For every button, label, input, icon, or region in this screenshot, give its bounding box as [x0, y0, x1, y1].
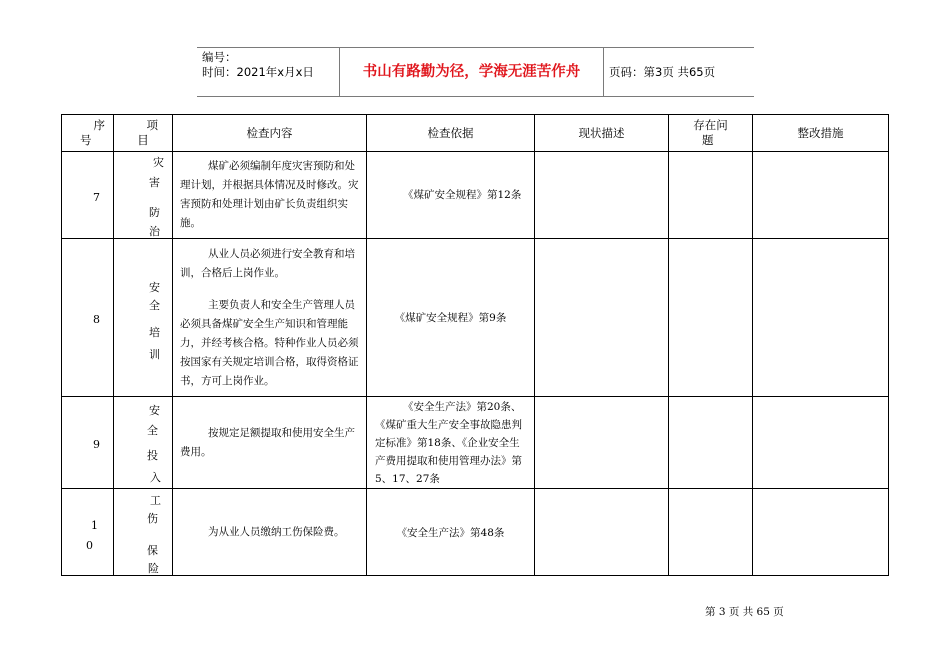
row-basis: 《安全生产法》第20条、《煤矿重大生产安全事故隐患判定标准》第18条、《企业安全生产费用提取和使用管理办法》第5、17、27条 [367, 397, 535, 489]
row-measure [753, 152, 889, 239]
header-issue: 存在问 题 [669, 115, 753, 152]
row-item: 安 全 培 训 [114, 239, 173, 397]
header-item: 项 目 [114, 115, 173, 152]
row-seq: 7 [62, 152, 114, 239]
row-item: 工 伤 保 险 [114, 489, 173, 576]
document-date: 时间：2021年x月x日 [202, 65, 314, 79]
row-measure [753, 489, 889, 576]
row-status [535, 239, 669, 397]
row-issue [669, 152, 753, 239]
row-content: 从业人员必须进行安全教育和培训，合格后上岗作业。 主要负责人和安全生产管理人员必须具备煤矿安全生产知识和管理能力，并经考核合格。特种作业人员必须按国家有关规定培训合格，取得资格证书，方可上岗作业。 [173, 239, 367, 397]
table-row [62, 239, 889, 397]
page-header [197, 47, 754, 97]
table-row [62, 397, 889, 489]
row-seq: 9 [62, 397, 114, 489]
header-content: 检查内容 [173, 115, 367, 152]
inspection-table [61, 114, 889, 576]
header-page-info: 页码：第3页 共65页 [609, 65, 716, 79]
row-seq: 8 [62, 239, 114, 397]
row-basis: 《安全生产法》第48条 [367, 489, 535, 576]
header-divider [603, 48, 604, 96]
header-meta [202, 50, 337, 80]
table-header-row [62, 115, 889, 152]
header-motto: 书山有路勤为径，学海无涯苦作舟 [362, 64, 581, 80]
row-item: 安 全 投 入 [114, 397, 173, 489]
header-measure: 整改措施 [753, 115, 889, 152]
page-footer: 第 3 页 共 65 页 [705, 606, 784, 618]
row-content: 按规定足额提取和使用安全生产费用。 [173, 397, 367, 489]
table-row [62, 152, 889, 239]
row-issue [669, 489, 753, 576]
row-status [535, 152, 669, 239]
row-item: 灾 害 防 治 [114, 152, 173, 239]
row-measure [753, 239, 889, 397]
header-basis: 检查依据 [367, 115, 535, 152]
row-issue [669, 397, 753, 489]
row-content: 煤矿必须编制年度灾害预防和处理计划，并根据具体情况及时修改。灾害预防和处理计划由矿长负责组织实施。 [173, 152, 367, 239]
document-number-label: 编号： [202, 50, 237, 64]
row-status [535, 489, 669, 576]
table-row [62, 489, 889, 576]
row-measure [753, 397, 889, 489]
row-issue [669, 239, 753, 397]
header-seq: 序 号 [62, 115, 114, 152]
row-basis: 《煤矿安全规程》第9条 [367, 239, 535, 397]
row-seq: 1 0 [62, 489, 114, 576]
row-status [535, 397, 669, 489]
header-status: 现状描述 [535, 115, 669, 152]
row-content: 为从业人员缴纳工伤保险费。 [173, 489, 367, 576]
row-basis: 《煤矿安全规程》第12条 [367, 152, 535, 239]
